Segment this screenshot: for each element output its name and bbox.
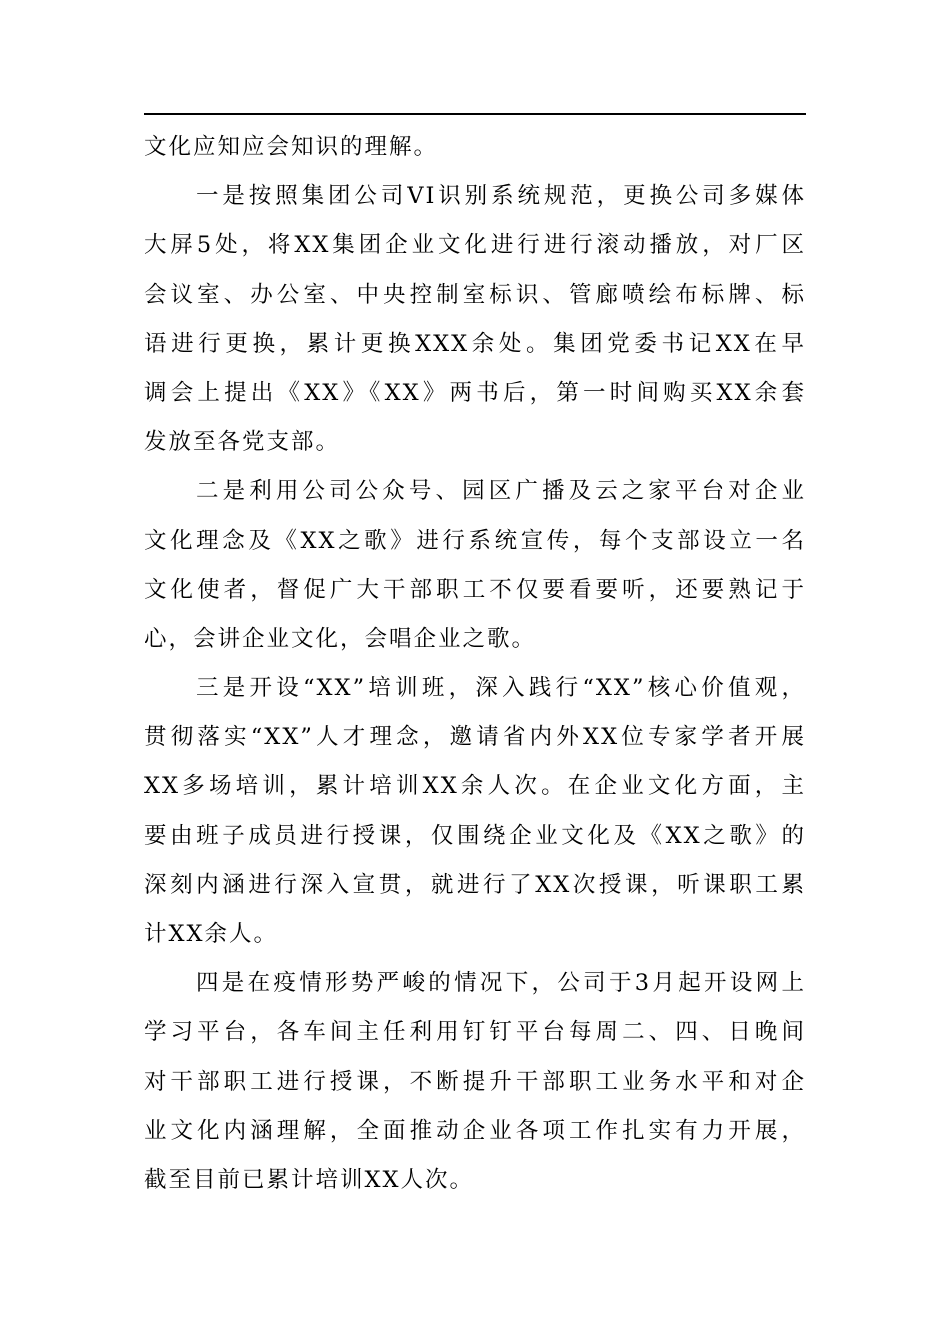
text-line: 对干部职工进行授课，不断提升干部职工业务水平和对企 xyxy=(144,1068,806,1095)
text-line: 文化使者，督促广大干部职工不仅要看要听，还要熟记于 xyxy=(144,576,806,603)
text-line: 学习平台，各车间主任利用钉钉平台每周二、四、日晚间 xyxy=(144,1019,806,1046)
text-line: XX多场培训，累计培训XX余人次。在企业文化方面，主 xyxy=(144,773,806,800)
text-line: 四是在疫情形势严峻的情况下，公司于3月起开设网上 xyxy=(196,970,806,997)
text-line: 发放至各党支部。 xyxy=(144,429,341,456)
text-line: 心，会讲企业文化，会唱企业之歌。 xyxy=(144,625,537,652)
text-line: 贯彻落实“XX”人才理念，邀请省内外XX位专家学者开展 xyxy=(144,724,806,751)
text-line: 截至目前已累计培训XX人次。 xyxy=(144,1166,475,1193)
text-line: 调会上提出《XX》《XX》两书后，第一时间购买XX余套 xyxy=(144,379,806,406)
text-line: 文化理念及《XX之歌》进行系统宣传，每个支部设立一名 xyxy=(144,527,806,554)
document-body xyxy=(144,123,806,1205)
text-line: 一是按照集团公司VI识别系统规范，更换公司多媒体 xyxy=(196,183,806,210)
text-line: 三是开设“XX”培训班，深入践行“XX”核心价值观， xyxy=(196,675,806,702)
text-line: 要由班子成员进行授课，仅围绕企业文化及《XX之歌》的 xyxy=(144,822,806,849)
text-line: 文化应知应会知识的理解。 xyxy=(144,134,439,160)
text-line: 业文化内涵理解，全面推动企业各项工作扎实有力开展， xyxy=(144,1117,806,1144)
text-line: 大屏5处，将XX集团企业文化进行进行滚动播放，对厂区 xyxy=(144,232,806,259)
text-line: 深刻内涵进行深入宣贯，就进行了XX次授课，听课职工累 xyxy=(144,871,806,898)
header-rule xyxy=(144,113,806,115)
text-line: 语进行更换，累计更换XXX余处。集团党委书记XX在早 xyxy=(144,330,806,357)
text-line: 二是利用公司公众号、园区广播及云之家平台对企业 xyxy=(196,478,806,505)
text-line: 会议室、办公室、中央控制室标识、管廊喷绘布标牌、标 xyxy=(144,281,806,308)
text-line: 计XX余人。 xyxy=(144,921,279,947)
